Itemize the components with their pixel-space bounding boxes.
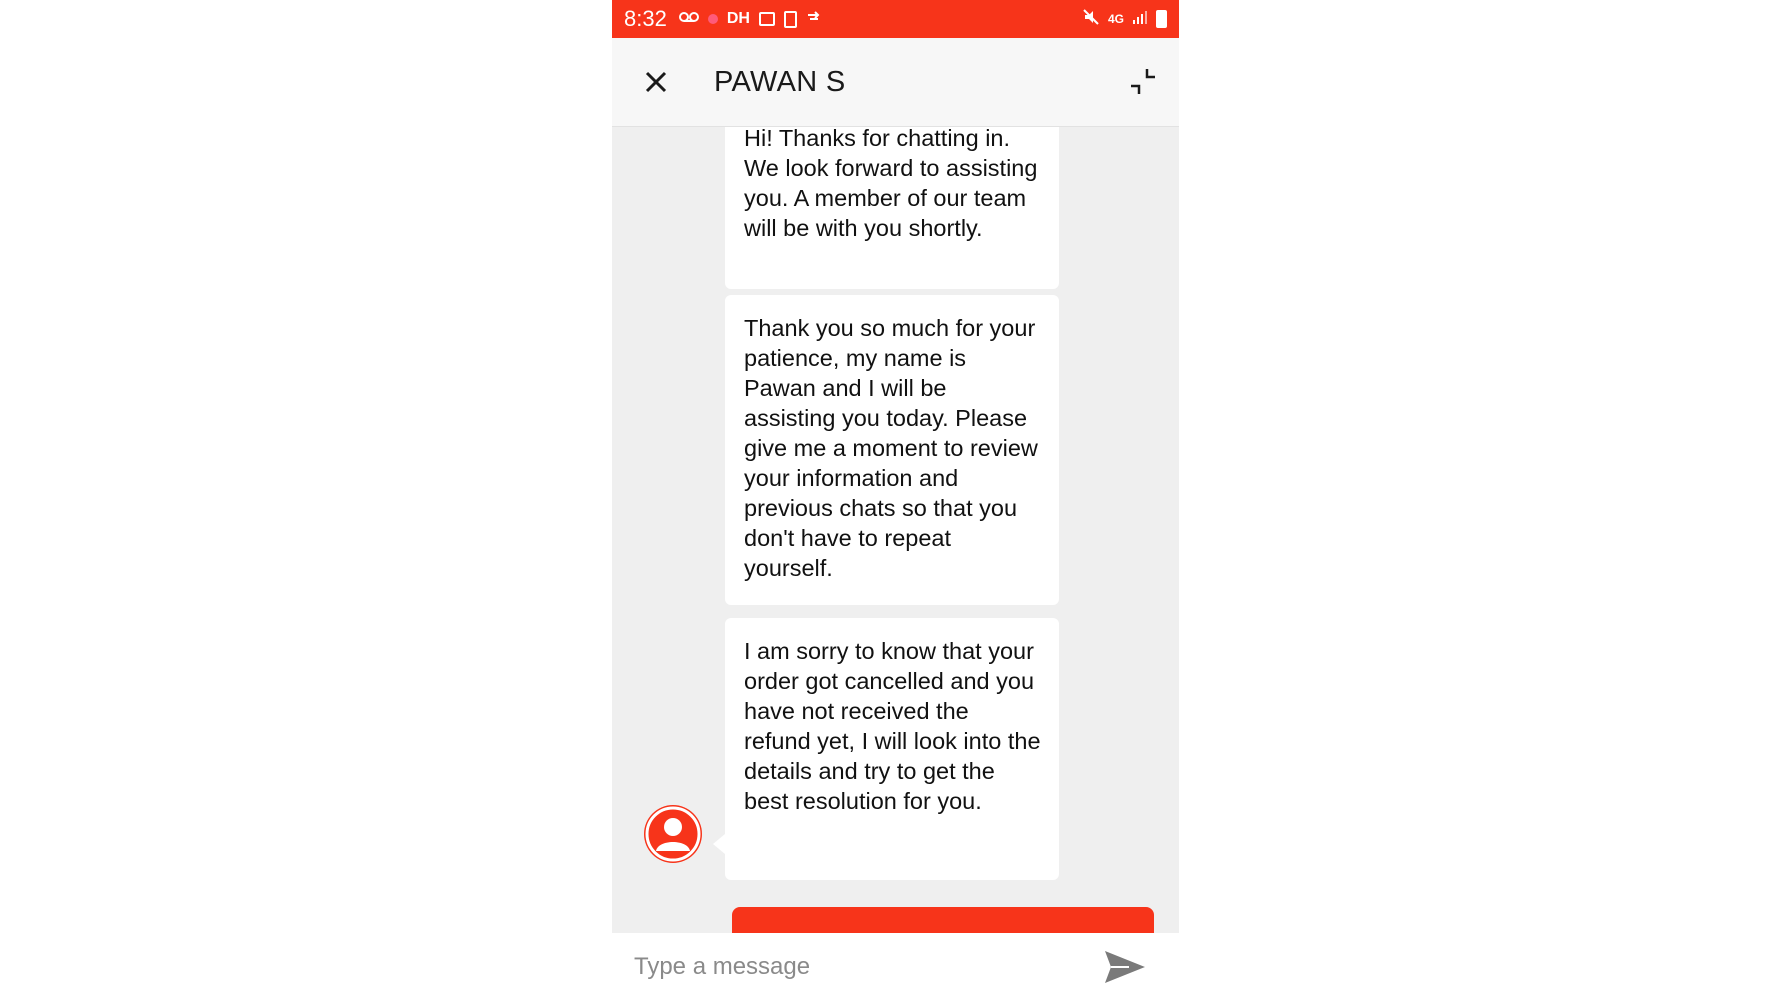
battery-icon xyxy=(1156,10,1167,28)
message-composer xyxy=(612,933,1179,1000)
close-button[interactable] xyxy=(626,52,686,112)
image-icon xyxy=(759,12,775,26)
send-icon xyxy=(1103,949,1147,985)
message-bubble xyxy=(725,127,1059,289)
call-forward-icon xyxy=(806,11,822,27)
message-list[interactable] xyxy=(612,127,1179,933)
bubble-tail xyxy=(713,834,725,854)
chat-screen xyxy=(612,0,1179,1000)
status-bar xyxy=(612,0,1179,38)
status-icons-left xyxy=(679,11,822,28)
signal-icon xyxy=(1132,9,1148,29)
4g-icon: 4G xyxy=(1107,12,1124,26)
sd-card-icon xyxy=(784,11,797,28)
send-button[interactable] xyxy=(1101,945,1149,989)
message-bubble xyxy=(725,295,1059,605)
status-icons-right xyxy=(1082,8,1167,30)
message-text: I am sorry to know that your order got cancelled and you have not received the refund yet, I will look into the details and try to get the best resolution for you. xyxy=(744,638,1041,814)
chat-header xyxy=(612,38,1179,127)
close-icon xyxy=(644,70,668,94)
action-button[interactable] xyxy=(732,907,1154,933)
user-avatar-icon xyxy=(644,805,702,863)
minimize-button[interactable] xyxy=(1121,60,1165,104)
dh-app-icon: DH xyxy=(726,10,750,27)
status-time: 8:32 xyxy=(624,6,667,31)
mute-icon xyxy=(1082,8,1100,30)
voicemail-icon xyxy=(679,11,699,27)
message-text: Hi! Thanks for chatting in. We look forward to assisting you. A member of our team will be with you shortly. xyxy=(744,127,1038,241)
agent-avatar xyxy=(644,805,702,863)
message-input[interactable] xyxy=(632,944,1056,990)
chat-title: PAWAN S xyxy=(714,65,846,98)
notification-dot-icon xyxy=(708,14,718,24)
message-bubble xyxy=(725,618,1059,880)
message-text: Thank you so much for your patience, my name is Pawan and I will be assisting you today. Please give me a moment to review your information and previous chats so that you don't have to repeat yourself. xyxy=(744,315,1038,581)
minimize-icon xyxy=(1128,67,1158,97)
